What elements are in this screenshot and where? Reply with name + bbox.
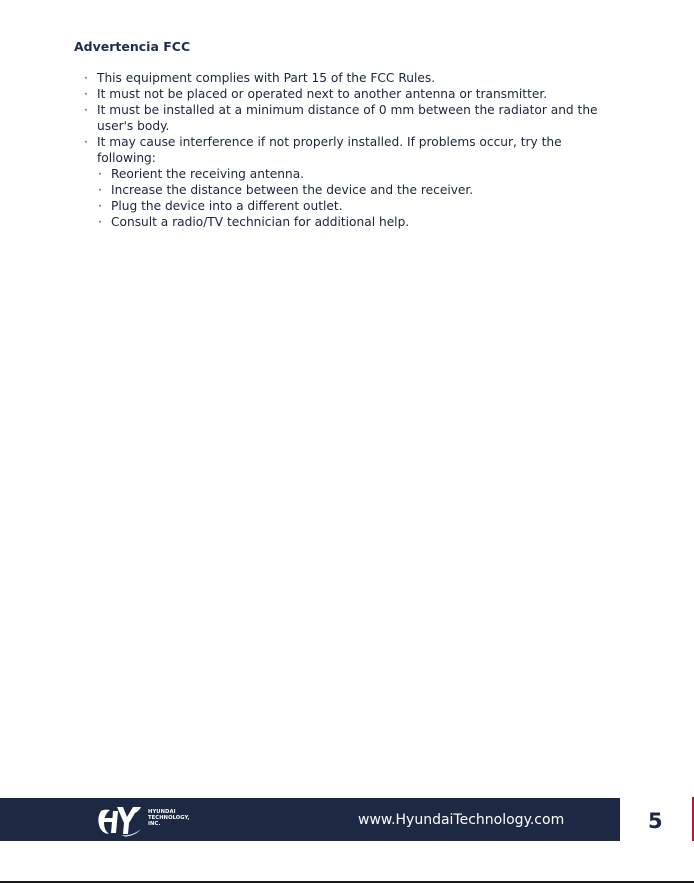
bullet-icon: · [98,183,102,197]
list-item [84,70,624,86]
company-name [148,809,190,828]
bullet-icon: · [84,103,88,117]
list-item [84,86,624,102]
website-url: www.HyundaiTechnology.com [358,812,565,828]
sub-list-item [98,214,624,230]
list-item-text: This equipment complies with Part 15 of the FCC Rules. [97,71,436,85]
list-item-text: It must not be placed or operated next to another antenna or transmitter. [97,87,548,101]
list-item-text: It may cause interference if not properly installed. If problems occur, try the following: [97,135,562,165]
sub-list-item [98,182,624,198]
company-name-line: HYUNDAI [148,809,176,815]
fcc-warning-list [84,70,624,230]
sub-list-item [98,166,624,182]
bullet-icon: · [98,199,102,213]
bullet-icon: · [84,71,88,85]
bullet-icon: · [84,87,88,101]
sub-list-item [98,198,624,214]
company-name-line: INC. [148,821,161,828]
hy-logo-icon [95,803,145,837]
sub-list-item-text: Increase the distance between the device and the receiver. [111,183,474,197]
sub-list-item-text: Consult a radio/TV technician for additional help. [111,215,410,229]
bullet-icon: · [84,135,88,149]
company-name-line: TECHNOLOGY, [148,815,190,822]
list-item [84,102,624,134]
sub-list-item-text: Plug the device into a different outlet. [111,199,343,213]
page-number: 5 [648,809,663,833]
bullet-icon: · [98,215,102,229]
list-item [84,134,624,166]
sub-list-item-text: Reorient the receiving antenna. [111,167,305,181]
bullet-icon: · [98,167,102,181]
list-item-text: It must be installed at a minimum distance of 0 mm between the radiator and the user's body. [97,103,598,133]
section-title: Advertencia FCC [74,39,191,54]
footer-bar [0,798,620,841]
